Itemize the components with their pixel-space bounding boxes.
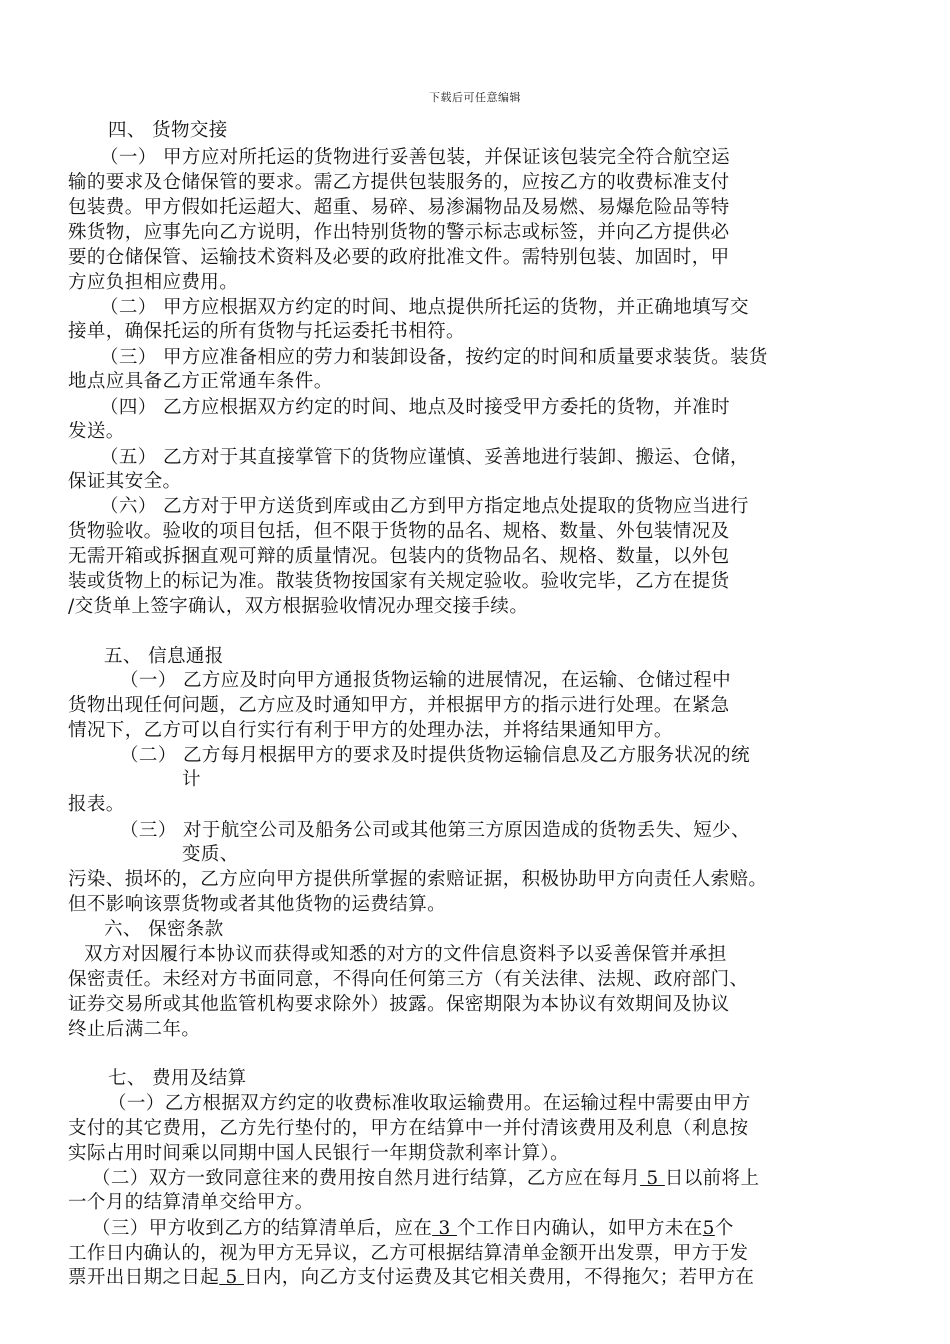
paragraph-line [68, 1266, 754, 1290]
paragraph-line [92, 1217, 734, 1241]
page-header: 下载后可任意编辑 [429, 91, 521, 104]
paragraph-line: 报表。 [68, 794, 125, 815]
paragraph-line: 输的要求及仓储保管的要求。需乙方提供包装服务的，应按乙方的收费标准支付 [68, 172, 730, 193]
paragraph-line: 保证其安全。 [68, 471, 182, 492]
section-heading-7: 七、 费用及结算 [108, 1068, 247, 1089]
text-segment: 票开出日期之日起 [68, 1267, 220, 1288]
section-heading-6: 六、 保密条款 [104, 919, 224, 940]
paragraph-line: 包装费。甲方假如托运超大、超重、易碎、易渗漏物品及易燃、易爆危险品等特 [68, 197, 730, 218]
paragraph-line: 情况下，乙方可以自行实行有利于甲方的处理办法，并将结果通知甲方。 [68, 720, 673, 741]
paragraph-line: 发送。 [68, 421, 125, 442]
paragraph-line: （一） 甲方应对所托运的货物进行妥善包装，并保证该包装完全符合航空运 [100, 147, 730, 168]
paragraph-line: /交货单上签字确认，双方根据验收情况办理交接手续。 [68, 596, 529, 617]
paragraph-line: 工作日内确认的，视为甲方无异议，乙方可根据结算清单金额开出发票，甲方于发 [68, 1243, 749, 1264]
paragraph-line: （四） 乙方应根据双方约定的时间、地点及时接受甲方委托的货物，并准时 [100, 397, 730, 418]
paragraph-line [92, 1167, 759, 1191]
paragraph-line: 殊货物，应事先向乙方说明，作出特别货物的警示标志或标签，并向乙方提供必 [68, 222, 730, 243]
paragraph-line: 一个月的结算清单交给甲方。 [68, 1192, 314, 1213]
paragraph-line: 无需开箱或拆捆直观可辩的质量情况。包装内的货物品名、规格、数量，以外包 [68, 546, 730, 567]
paragraph-line: （六） 乙方对于甲方送货到库或由乙方到甲方指定地点处提取的货物应当进行 [100, 496, 749, 517]
text-segment: 日以前将上 [664, 1168, 760, 1189]
text-segment: 个 [714, 1218, 734, 1239]
text-segment: （三）甲方收到乙方的结算清单后，应在 [92, 1218, 433, 1239]
paragraph-line: （五） 乙方对于其直接掌管下的货物应谨慎、妥善地进行装卸、搬运、仓储， [100, 447, 749, 468]
section-heading-5: 五、 信息通报 [104, 646, 224, 667]
paragraph-line: 装或货物上的标记为准。散装货物按国家有关规定验收。验收完毕，乙方在提货 [68, 571, 730, 592]
paragraph-line: 货物验收。验收的项目包括，但不限于货物的品名、规格、数量、外包装情况及 [68, 521, 730, 542]
text-segment: 日内，向乙方支付运费及其它相关费用，不得拖欠；若甲方在 [243, 1267, 755, 1288]
paragraph-line: 证券交易所或其他监管机构要求除外）披露。保密期限为本协议有效期间及协议 [68, 994, 730, 1015]
paragraph-line: （一）乙方根据双方约定的收费标准收取运输费用。在运输过程中需要由甲方 [108, 1093, 751, 1114]
paragraph-line: 但不影响该票货物或者其他货物的运费结算。 [68, 894, 447, 915]
paragraph-line: 双方对因履行本协议而获得或知悉的对方的文件信息资料予以妥善保管并承担 [84, 944, 727, 965]
paragraph-line: （三） 甲方应准备相应的劳力和装卸设备，按约定的时间和质量要求装货。装货 [100, 347, 768, 368]
confirm-days-value-2: 5 [702, 1218, 715, 1239]
confirm-days-value: 3 [432, 1218, 457, 1239]
paragraph-line: 地点应具备乙方正常通车条件。 [68, 371, 333, 392]
section-heading-4: 四、 货物交接 [108, 120, 228, 141]
paragraph-line: 接单，确保托运的所有货物与托运委托书相符。 [68, 321, 465, 342]
paragraph-line: 要的仓储保管、运输技术资料及必要的政府批准文件。需特别包装、加固时，甲 [68, 247, 730, 268]
settle-day-value: 5 [640, 1168, 665, 1189]
paragraph-line: 计 [182, 769, 201, 790]
paragraph-line: （三） 对于航空公司及船务公司或其他第三方原因造成的货物丢失、短少、 [120, 820, 750, 841]
paragraph-line: （二） 甲方应根据双方约定的时间、地点提供所托运的货物，并正确地填写交 [100, 297, 749, 318]
paragraph-line: 保密责任。未经对方书面同意，不得向任何第三方（有关法律、法规、政府部门、 [68, 969, 749, 990]
paragraph-line: 变质、 [182, 844, 239, 865]
pay-days-value: 5 [219, 1267, 244, 1288]
paragraph-line: （一） 乙方应及时向甲方通报货物运输的进展情况，在运输、仓储过程中 [120, 670, 732, 691]
text-segment: （二）双方一致同意往来的费用按自然月进行结算，乙方应在每月 [92, 1168, 641, 1189]
paragraph-line: 污染、损坏的，乙方应向甲方提供所掌握的索赔证据，积极协助甲方向责任人索赔。 [68, 869, 768, 890]
paragraph-line: 终止后满二年。 [68, 1019, 201, 1040]
paragraph-line: 方应负担相应费用。 [68, 272, 239, 293]
paragraph-line: 实际占用时间乘以同期中国人民银行一年期贷款利率计算）。 [68, 1143, 570, 1164]
text-segment: 个工作日内确认，如甲方未在 [456, 1218, 703, 1239]
paragraph-line: （二） 乙方每月根据甲方的要求及时提供货物运输信息及乙方服务状况的统 [120, 745, 750, 766]
paragraph-line: 货物出现任何问题，乙方应及时通知甲方，并根据甲方的指示进行处理。在紧急 [68, 695, 730, 716]
paragraph-line: 支付的其它费用，乙方先行垫付的，甲方在结算中一并付清该费用及利息（利息按 [68, 1118, 749, 1139]
